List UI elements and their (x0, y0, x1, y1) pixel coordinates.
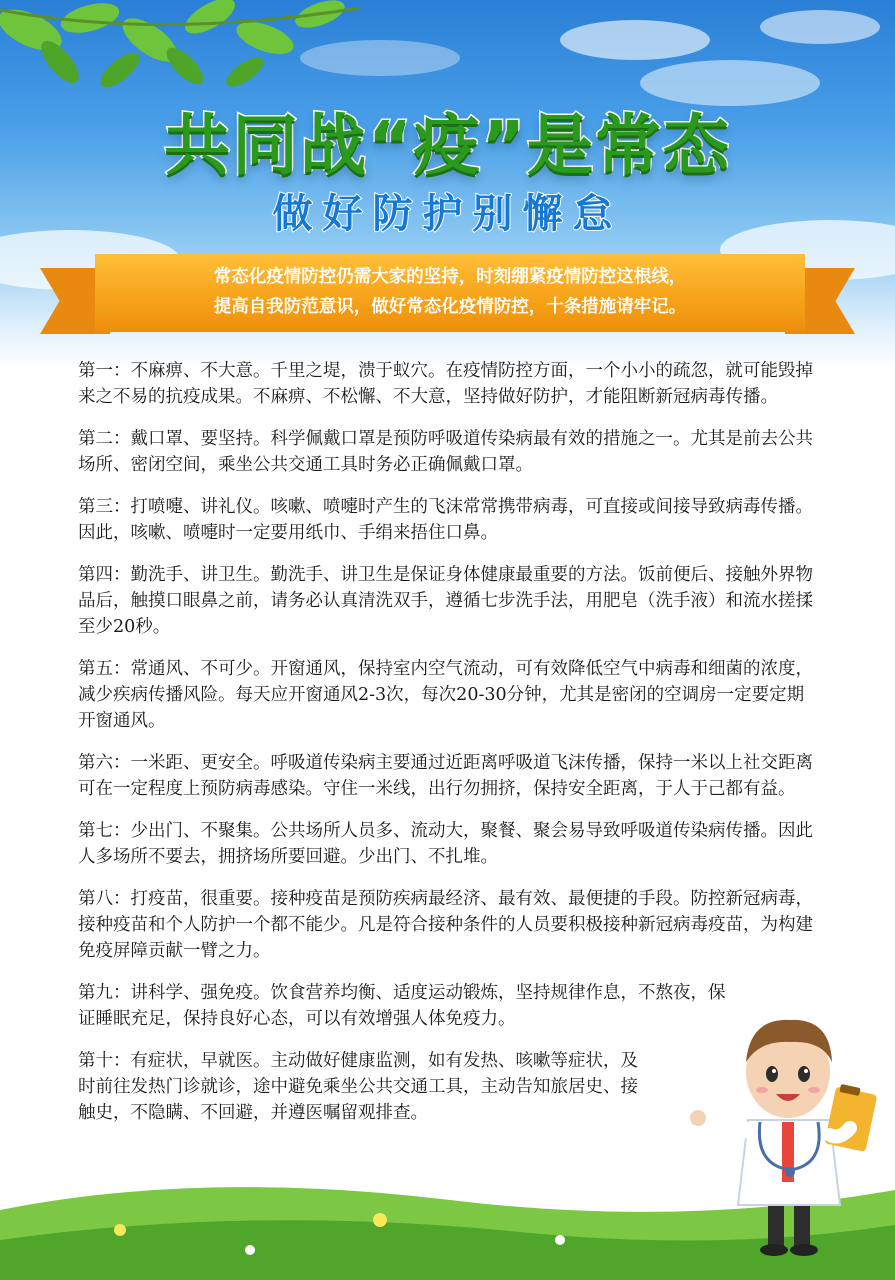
intro-banner-line-1: 常态化疫情防控仍需大家的坚持，时刻绷紧疫情防控这根线， (213, 267, 687, 287)
measure-item-8: 第八：打疫苗，很重要。接种疫苗是预防疾病最经济、最有效、最便捷的手段。防控新冠病毒，接种疫苗和个人防护一个都不能少。凡是符合接种条件的人员要积极接种新冠病毒疫苗，为构建免疫屏障贡献一臂之力。 (78, 889, 813, 961)
poster-subtitle: 做好防护别懈怠 (272, 191, 623, 237)
measure-item-4: 第四：勤洗手、讲卫生。勤洗手、讲卫生是保证身体健康最重要的方法。饭前便后、接触外界物品后，触摸口眼鼻之前，请务必认真清洗双手，遵循七步洗手法，用肥皂（洗手液）和流水搓揉至少20秒。 (78, 565, 813, 637)
measure-item-6: 第六：一米距、更安全。呼吸道传染病主要通过近距离呼吸道飞沫传播，保持一米以上社交距离可在一定程度上预防病毒感染。守住一米线，出行勿拥挤，保持安全距离，于人于己都有益。 (78, 753, 813, 799)
measure-item-7: 第七：少出门、不聚集。公共场所人员多、流动大，聚餐、聚会易导致呼吸道传染病传播。因此人多场所不要去，拥挤场所要回避。少出门、不扎堆。 (78, 821, 813, 867)
measure-item-1: 第一：不麻痹、不大意。千里之堤，溃于蚁穴。在疫情防控方面，一个小小的疏忽，就可能毁掉来之不易的抗疫成果。不麻痹、不松懈、不大意，坚持做好防护，才能阻断新冠病毒传播。 (78, 361, 813, 407)
measure-item-9: 第九：讲科学、强免疫。饮食营养均衡、适度运动锻炼，坚持规律作息，不熬夜，保证睡眠充足，保持良好心态，可以有效增强人体免疫力。 (78, 983, 726, 1029)
measure-item-5: 第五：常通风、不可少。开窗通风，保持室内空气流动，可有效降低空气中病毒和细菌的浓度，减少疾病传播风险。每天应开窗通风2-3次，每次20-30分钟，尤其是密闭的空调房一定要定期开窗通风。 (78, 659, 813, 731)
measure-item-2: 第二：戴口罩、要坚持。科学佩戴口罩是预防呼吸道传染病最有效的措施之一。尤其是前去公共场所、密闭空间，乘坐公共交通工具时务必正确佩戴口罩。 (78, 429, 813, 475)
intro-banner (95, 254, 805, 332)
doctor-cartoon (690, 1000, 885, 1270)
poster-title: 共同战“疫”是常态 (164, 107, 731, 184)
intro-banner-line-2: 提高自我防范意识，做好常态化疫情防控，十条措施请牢记。 (213, 297, 687, 317)
measure-item-10: 第十：有症状，早就医。主动做好健康监测，如有发热、咳嗽等症状，及时前往发热门诊就诊，途中避免乘坐公共交通工具，主动告知旅居史、接触史，不隐瞒、不回避，并遵医嘱留观排查。 (78, 1051, 638, 1123)
measure-item-3: 第三：打喷嚏、讲礼仪。咳嗽、喷嚏时产生的飞沫常常携带病毒，可直接或间接导致病毒传播。因此，咳嗽、喷嚏时一定要用纸巾、手绢来捂住口鼻。 (78, 497, 813, 543)
